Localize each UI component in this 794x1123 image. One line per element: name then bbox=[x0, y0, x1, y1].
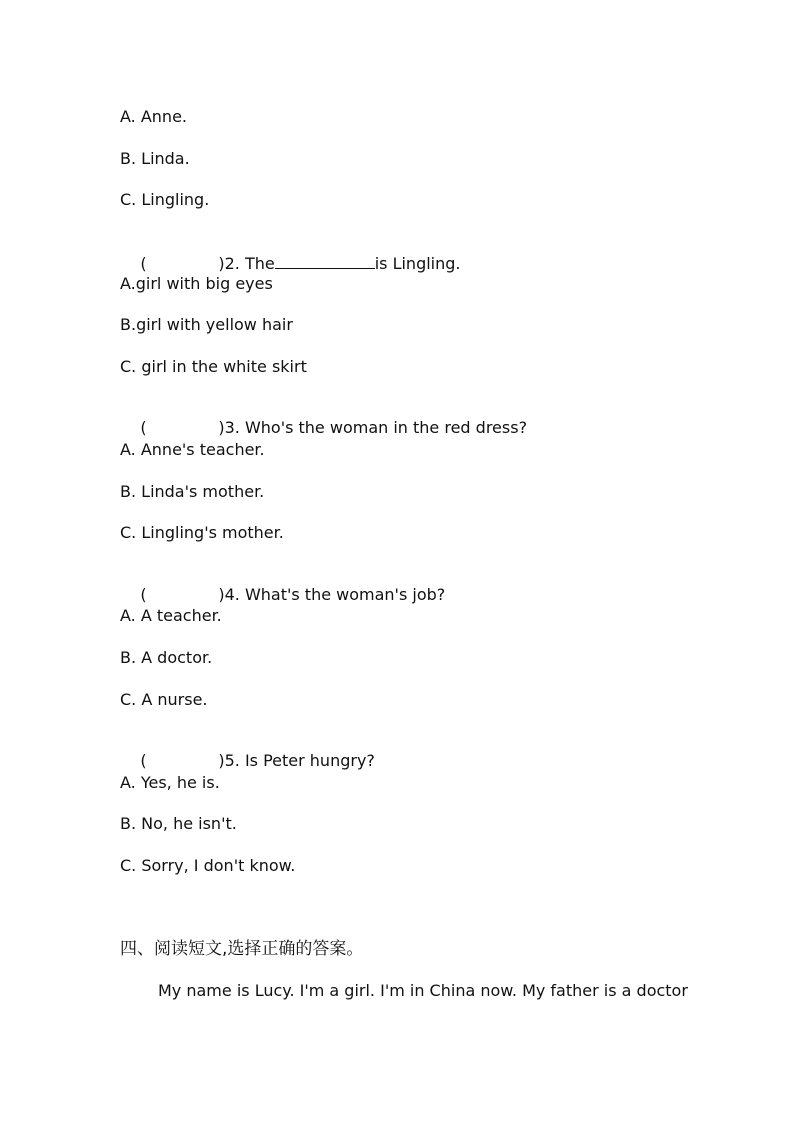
q3-option-c: C. Lingling's mother. bbox=[120, 523, 284, 542]
q4-option-a: A. A teacher. bbox=[120, 606, 222, 625]
q5-option-c: C. Sorry, I don't know. bbox=[120, 856, 296, 875]
q2-option-c: C. girl in the white skirt bbox=[120, 357, 307, 376]
q2-stem-suffix: is Lingling. bbox=[374, 254, 461, 273]
reading-passage: My name is Lucy. I'm a girl. I'm in China now. My father is a doctor bbox=[158, 981, 688, 1000]
q1-option-c: C. Lingling. bbox=[120, 190, 210, 209]
q3-stem-text: )3. Who's the woman in the red dress? bbox=[218, 418, 528, 437]
q2-answer-blank bbox=[275, 252, 375, 269]
q2-stem-prefix: )2. The bbox=[218, 254, 275, 273]
q2-option-a: A.girl with big eyes bbox=[120, 274, 273, 293]
q4-option-c: C. A nurse. bbox=[120, 690, 208, 709]
section-4-title: 四、阅读短文,选择正确的答案。 bbox=[120, 939, 364, 959]
q5-stem-text: )5. Is Peter hungry? bbox=[218, 751, 375, 770]
q4-open-paren: ( bbox=[140, 585, 147, 604]
q5-option-a: A. Yes, he is. bbox=[120, 773, 220, 792]
q3-option-a: A. Anne's teacher. bbox=[120, 440, 265, 459]
q4-stem-text: )4. What's the woman's job? bbox=[218, 585, 446, 604]
q1-option-b: B. Linda. bbox=[120, 149, 190, 168]
q3-open-paren: ( bbox=[140, 418, 147, 437]
q5-option-b: B. No, he isn't. bbox=[120, 814, 237, 833]
q1-option-a: A. Anne. bbox=[120, 107, 187, 126]
q3-option-b: B. Linda's mother. bbox=[120, 482, 265, 501]
q2-option-b: B.girl with yellow hair bbox=[120, 315, 293, 334]
q2-open-paren: ( bbox=[140, 254, 147, 273]
q5-open-paren: ( bbox=[140, 751, 147, 770]
q4-option-b: B. A doctor. bbox=[120, 648, 213, 667]
